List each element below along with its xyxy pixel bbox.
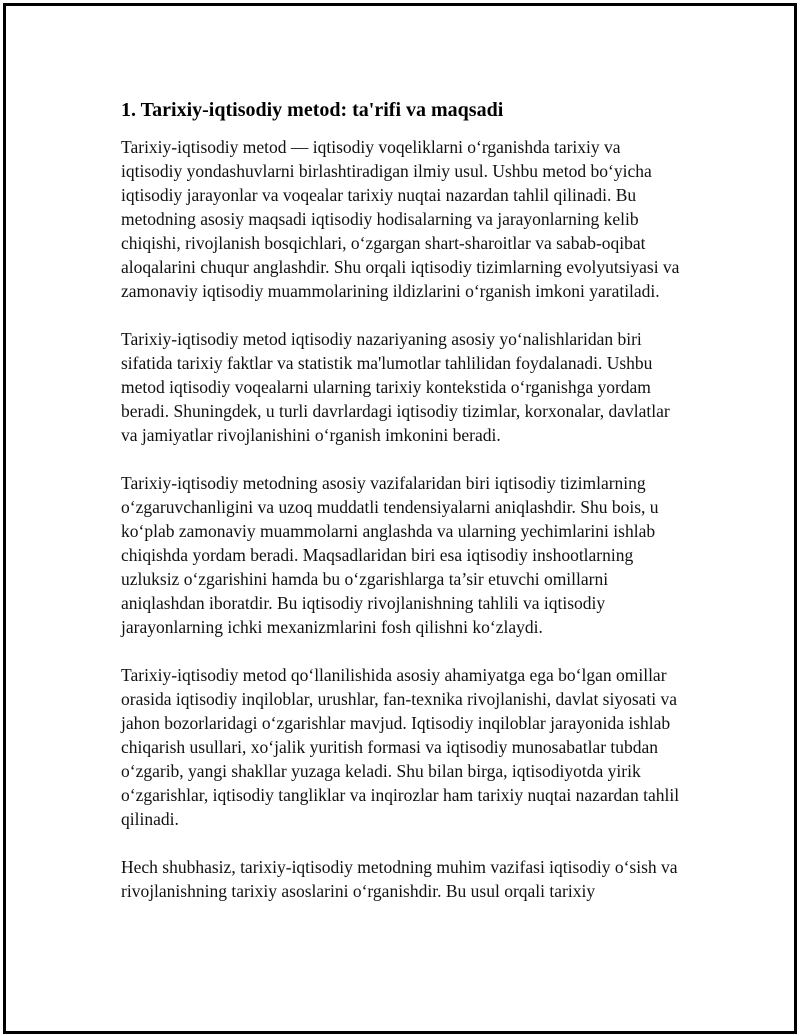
paragraph-5: Hech shubhasiz, tarixiy-iqtisodiy metodning muhim vazifasi iqtisodiy o‘sish va rivojlanishning tarixiy asoslarini o‘rganishdir. Bu usul orqali tarixiy — [121, 857, 678, 901]
paragraph-2: Tarixiy-iqtisodiy metod iqtisodiy nazariyaning asosiy yo‘nalishlaridan biri sifatida tarixiy faktlar va statistik ma'lumotlar tahlilidan foydalanadi. Ushbu metod iqtisodiy voqealarni ularning tarixiy kontekstida o‘rganishga yordam beradi. Shuningdek, u turli davrlardagi iqtisodiy tizimlar, korxonalar, davlatlar va jamiyatlar rivojlanishini o‘rganish imkonini beradi. — [121, 329, 670, 445]
document-body — [121, 96, 686, 927]
paragraph-3: Tarixiy-iqtisodiy metodning asosiy vazifalaridan biri iqtisodiy tizimlarning o‘zgaruvchanligini va uzoq muddatli tendensiyalarni aniqlashdir. Shu bois, u ko‘plab zamonaviy muammolarni anglashda va ularning yechimlarini ishlab chiqishda yordam beradi. Maqsadlaridan biri esa iqtisodiy inshootlarning uzluksiz o‘zgarishini hamda bu o‘zgarishlarga ta’sir etuvchi omillarni aniqlashdan iboratdir. Bu iqtisodiy rivojlanishning tahlili va iqtisodiy jarayonlarning ichki mexanizmlarini fosh qilishni ko‘zlaydi. — [121, 473, 659, 637]
paragraph-1: Tarixiy-iqtisodiy metod — iqtisodiy voqeliklarni o‘rganishda tarixiy va iqtisodiy yondashuvlarni birlashtiradigan ilmiy usul. Ushbu metod bo‘yicha iqtisodiy jarayonlar va voqealar tarixiy nuqtai nazardan tahlil qilinadi. Bu metodning asosiy maqsadi iqtisodiy hodisalarning va jarayonlarning kelib chiqishi, rivojlanish bosqichlari, o‘zgargan shart-sharoitlar va sabab-oqibat aloqalarini chuqur anglashdir. Shu orqali iqtisodiy tizimlarning evolyutsiyasi va zamonaviy iqtisodiy muammolarining ildizlarini o‘rganish imkoni yaratiladi. — [121, 137, 680, 301]
paragraph-4: Tarixiy-iqtisodiy metod qo‘llanilishida asosiy ahamiyatga ega bo‘lgan omillar orasida iqtisodiy inqiloblar, urushlar, fan-texnika rivojlanishi, davlat siyosati va jahon bozorlaridagi o‘zgarishlar mavjud. Iqtisodiy inqiloblar jarayonida ishlab chiqarish usullari, xo‘jalik yuritish formasi va iqtisodiy munosabatlar tubdan o‘zgarib, yangi shakllar yuzaga keladi. Shu bilan birga, iqtisodiyotda yirik o‘zgarishlar, iqtisodiy tangliklar va inqirozlar ham tarixiy nuqtai nazardan tahlil qilinadi. — [121, 665, 680, 829]
section-heading: 1. Tarixiy-iqtisodiy metod: ta'rifi va maqsadi — [121, 99, 504, 121]
page-frame — [3, 3, 797, 1034]
